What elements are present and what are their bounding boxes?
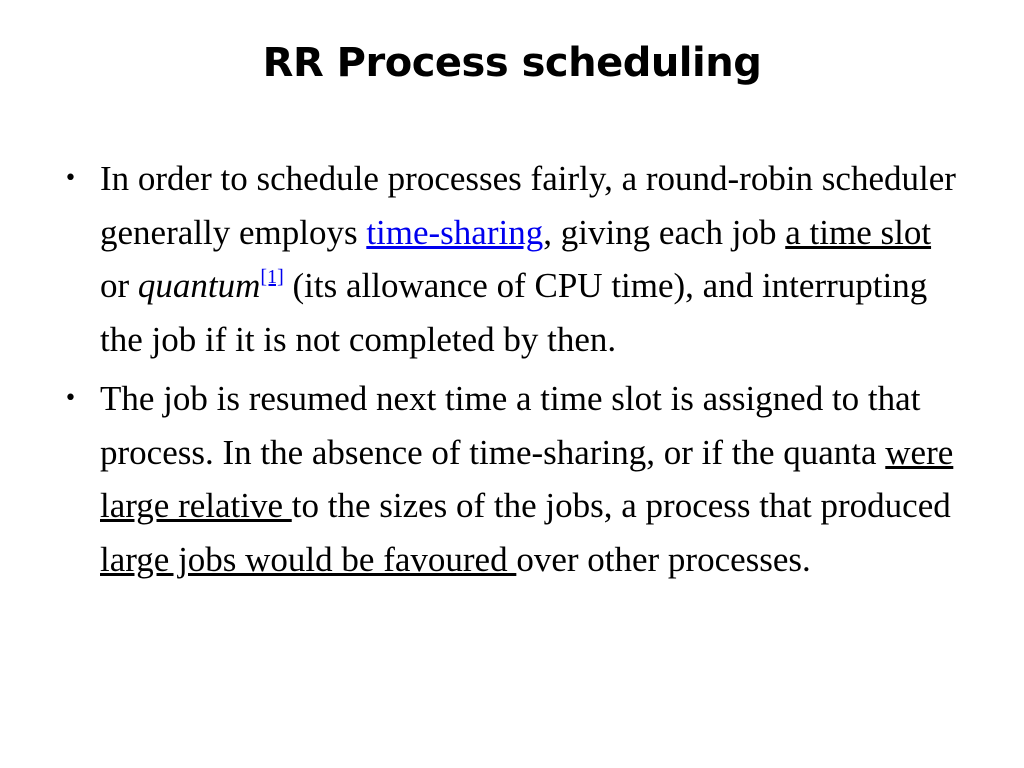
bullet-1-text-2: , giving each job xyxy=(543,212,786,252)
bullet-list xyxy=(64,152,960,592)
bullet-1-text-4: (its allowance of CPU time), and interrupting the job if it is not completed by then. xyxy=(100,266,928,359)
bullet-2-text: The job is resumed next time a time slot is assigned to that process. In the absence of time-sharing, or if the quanta xyxy=(100,379,921,472)
bullet-2-text-3: over other processes. xyxy=(516,539,811,579)
bullet-1-text: In order to schedule processes fairly, a round-robin scheduler generally employs xyxy=(100,159,956,252)
large-relative-underlined-text: were large relative xyxy=(100,432,954,525)
bullet-2-text-2: to the sizes of the jobs, a process that produced xyxy=(291,486,951,525)
bullet-icon: • xyxy=(64,386,77,411)
footnote-1-link[interactable]: [1] xyxy=(260,266,284,288)
bullet-1-text-3: or xyxy=(100,266,138,305)
time-sharing-link[interactable]: time-sharing xyxy=(366,212,544,252)
bullet-item-1 xyxy=(64,152,960,366)
bullet-item-2 xyxy=(64,372,960,586)
time-slot-underlined-text: a time slot xyxy=(785,212,932,252)
bullet-icon: • xyxy=(64,166,77,191)
large-jobs-underlined-text: large jobs would be favoured xyxy=(100,539,517,579)
slide-title: RR Process scheduling xyxy=(262,40,762,86)
quantum-italic-text: quantum xyxy=(137,266,261,305)
